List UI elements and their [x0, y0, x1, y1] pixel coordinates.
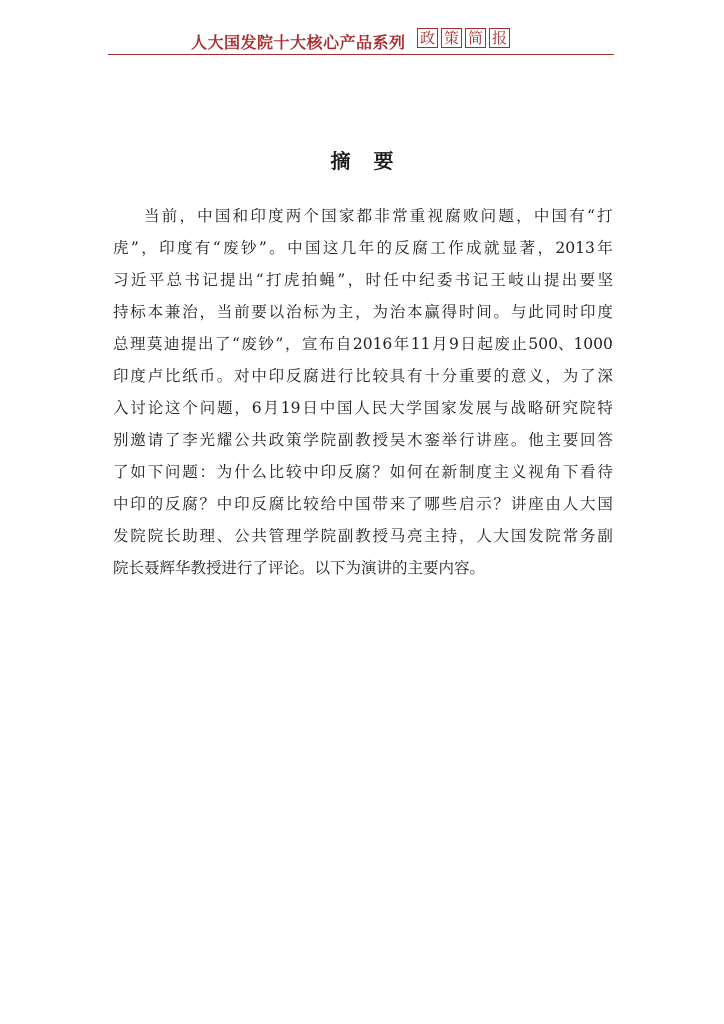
- body-line: 别 邀 请 了 李 光 耀 公 共 政 策 学 院 副 教 授 吴 木 銮 举 行 讲 座 。 他 主 要 回 答: [113, 431, 613, 449]
- body-line: 印 度 卢 比 纸 币 。 对 中 印 反 腐 进 行 比 较 具 有 十 分 重 要 的 意 义 ， 为 了 深: [113, 367, 613, 385]
- header-rule: [108, 54, 614, 55]
- header-badge: 报: [489, 28, 510, 48]
- body-line: 了 如 下 问 题 ： 为 什 么 比 较 中 印 反 腐 ？ 如 何 在 新 制 度 主 义 视 角 下 看 待: [113, 463, 613, 481]
- body-line: 入 讨 论 这 个 问 题 ， 6 月 19 日 中 国 人 民 大 学 国 家 发 展 与 战 略 研 究 院 特: [113, 399, 613, 417]
- body-line: 持 标 本 兼 治 ， 当 前 要 以 治 标 为 主 ， 为 治 本 赢 得 时 间 。 与 此 同 时 印 度: [113, 303, 613, 321]
- abstract-body: [113, 200, 613, 584]
- header-badge: 策: [441, 28, 462, 48]
- page-header: [108, 24, 614, 56]
- body-line: 发 院 院 长 助 理 、 公 共 管 理 学 院 副 教 授 马 亮 主 持 ， 人 大 国 发 院 常 务 副: [113, 527, 613, 545]
- body-line: 总 理 莫 迪 提 出 了 “ 废 钞 ” ， 宣 布 自 2016 年 11 月 9 日 起 废 止 500、1000: [113, 335, 613, 353]
- abstract-title: 摘 要: [330, 149, 402, 173]
- body-line: 习 近 平 总 书 记 提 出 “ 打 虎 拍 蝇 ” ， 时 任 中 纪 委 书 记 王 岐 山 提 出 要 坚: [113, 271, 613, 289]
- header-badges: [417, 28, 510, 48]
- header-badge: 简: [465, 28, 486, 48]
- body-line: 虎 ” ， 印 度 有 “ 废 钞 ” 。 中 国 这 几 年 的 反 腐 工 作 成 就 显 著 ， 2013 年: [113, 239, 613, 257]
- body-line: 中 印 的 反 腐 ？ 中 印 反 腐 比 较 给 中 国 带 来 了 哪 些 启 示 ？ 讲 座 由 人 大 国: [113, 495, 613, 513]
- body-line: 当 前 ， 中 国 和 印 度 两 个 国 家 都 非 常 重 视 腐 败 问 题 ， 中 国 有 “ 打: [144, 207, 613, 225]
- header-series-title: 人大国发院十大核心产品系列: [191, 33, 406, 52]
- header-badge: 政: [417, 28, 438, 48]
- body-line: 院长聂辉华教授进行了评论。以下为演讲的主要内容。: [113, 559, 486, 577]
